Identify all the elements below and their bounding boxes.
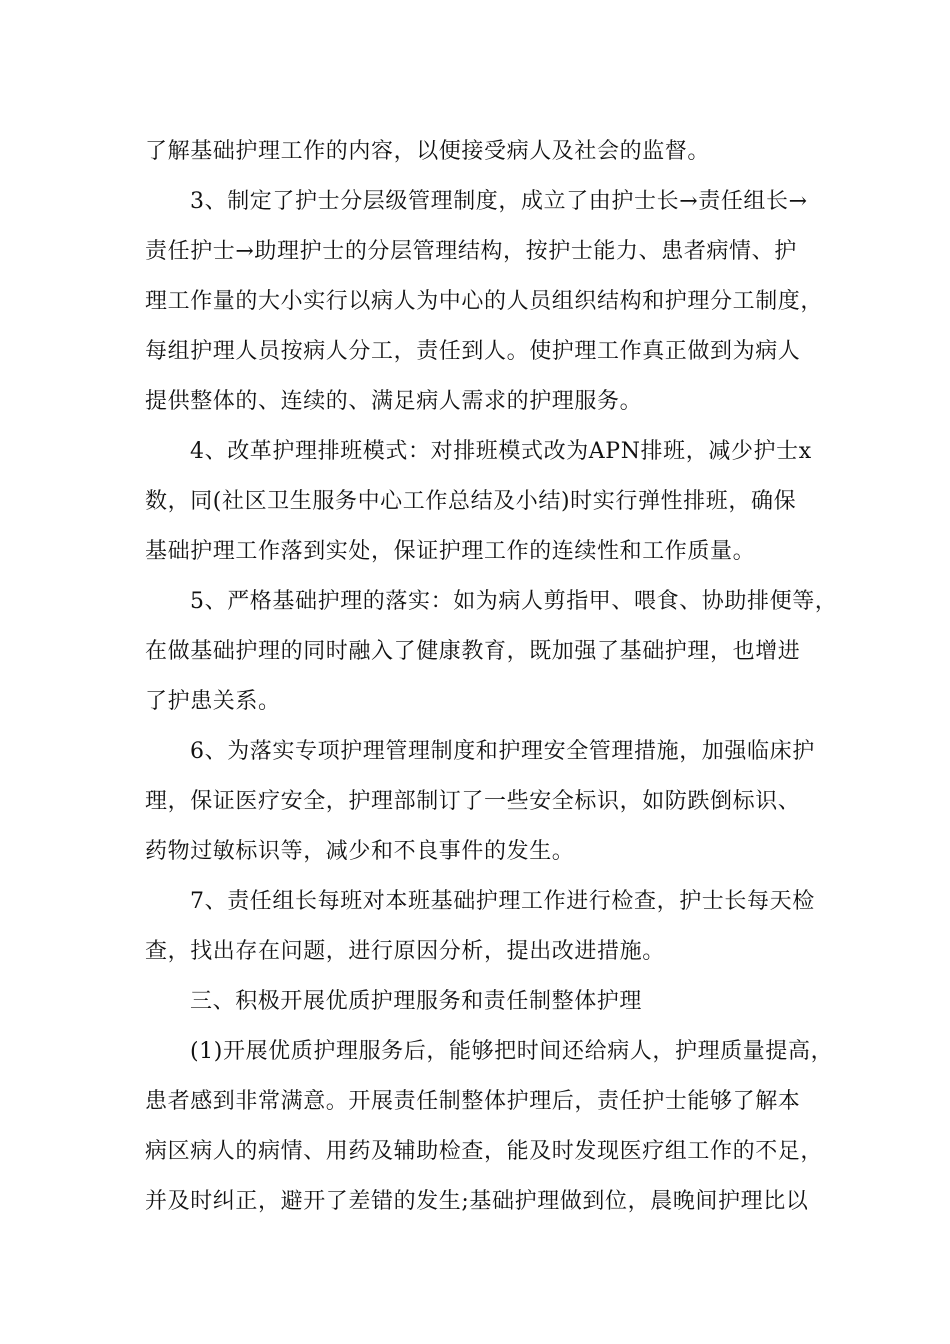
- text-line: 4、改革护理排班模式：对排班模式改为APN排班，减少护士x: [190, 439, 812, 464]
- text-line: 在做基础护理的同时融入了健康教育，既加强了基础护理，也增进: [145, 639, 801, 664]
- text-line: 提供整体的、连续的、满足病人需求的护理服务。: [145, 389, 643, 414]
- section-heading: 三、积极开展优质护理服务和责任制整体护理: [190, 989, 643, 1014]
- text-line: 理工作量的大小实行以病人为中心的人员组织结构和护理分工制度，: [145, 289, 824, 314]
- text-line: 药物过敏标识等，减少和不良事件的发生。: [145, 839, 575, 864]
- text-line: (1)开展优质护理服务后，能够把时间还给病人，护理质量提高，: [190, 1039, 834, 1064]
- text-line: 每组护理人员按病人分工，责任到人。使护理工作真正做到为病人: [145, 339, 801, 364]
- text-line: 并及时纠正，避开了差错的发生;基础护理做到位，晨晚间护理比以: [145, 1189, 809, 1214]
- text-line: 基础护理工作落到实处，保证护理工作的连续性和工作质量。: [145, 539, 756, 564]
- text-line: 了护患关系。: [145, 689, 281, 714]
- text-line: 6、为落实专项护理管理制度和护理安全管理措施，加强临床护: [190, 739, 815, 764]
- text-line: 病区病人的病情、用药及辅助检查，能及时发现医疗组工作的不足，: [145, 1139, 824, 1164]
- text-line: 7、责任组长每班对本班基础护理工作进行检查，护士长每天检: [190, 889, 815, 914]
- text-line: 了解基础护理工作的内容，以便接受病人及社会的监督。: [145, 139, 711, 164]
- text-line: 理，保证医疗安全，护理部制订了一些安全标识，如防跌倒标识、: [145, 789, 801, 814]
- text-line: 数，同(社区卫生服务中心工作总结及小结)时实行弹性排班，确保: [145, 489, 797, 514]
- text-line: 5、严格基础护理的落实：如为病人剪指甲、喂食、协助排便等，: [190, 589, 838, 614]
- text-line: 患者感到非常满意。开展责任制整体护理后，责任护士能够了解本: [145, 1089, 801, 1114]
- text-line: 查，找出存在问题，进行原因分析，提出改进措施。: [145, 939, 665, 964]
- text-line: 3、制定了护士分层级管理制度，成立了由护士长→责任组长→: [190, 189, 808, 214]
- text-line: 责任护士→助理护士的分层管理结构，按护士能力、患者病情、护: [145, 239, 797, 264]
